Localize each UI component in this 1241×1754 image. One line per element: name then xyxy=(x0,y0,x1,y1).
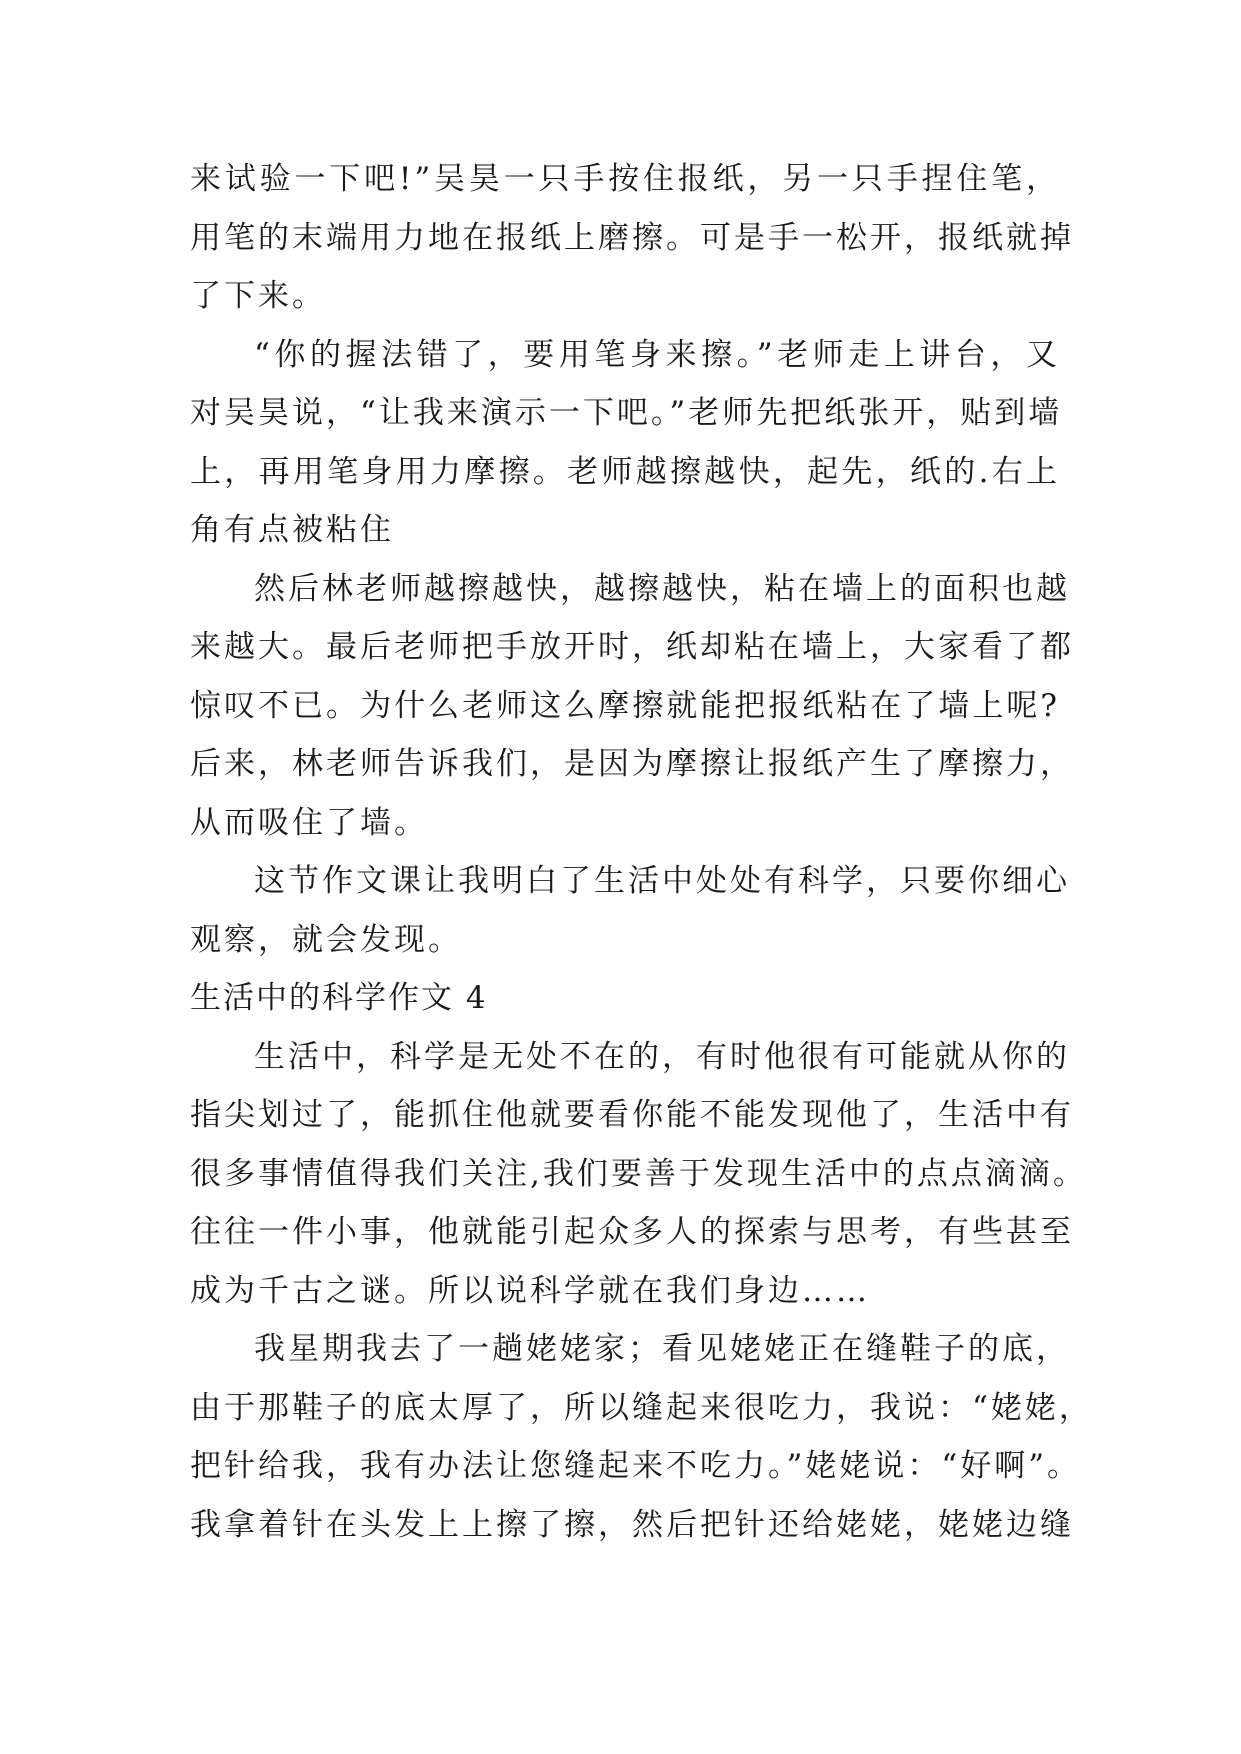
text-line: 这节作文课让我明白了生活中处处有科学，只要你细心 xyxy=(254,863,1070,899)
text-line: 上，再用笔身用力摩擦。老师越擦越快，起先，纸的.右上 xyxy=(190,453,1060,490)
text-line: “你的握法错了，要用笔身来擦。”老师走上讲台，又 xyxy=(254,336,1060,373)
paragraph xyxy=(190,150,1074,326)
text-line: 由于那鞋子的底太厚了，所以缝起来很吃力，我说：“姥姥， xyxy=(190,1389,1093,1426)
text-line: 了下来。 xyxy=(190,278,326,314)
paragraph xyxy=(190,852,1070,969)
text-line: 用笔的末端用力地在报纸上磨擦。可是手一松开，报纸就掉 xyxy=(190,219,1074,256)
text-line: 后来，林老师告诉我们，是因为摩擦让报纸产生了摩擦力， xyxy=(190,746,1074,782)
text-line: 观察，就会发现。 xyxy=(190,921,462,958)
text-line: 往往一件小事，他就能引起众多人的探索与思考，有些甚至 xyxy=(190,1214,1074,1250)
document-page xyxy=(190,150,1093,1554)
text-line: 角有点被粘住 xyxy=(190,512,394,548)
paragraph xyxy=(190,326,1063,560)
paragraph xyxy=(190,1028,1087,1321)
section-heading: 生活中的科学作文 4 xyxy=(190,980,488,1016)
text-line: 生活中，科学是无处不在的，有时他很有可能就从你的 xyxy=(254,1038,1070,1075)
text-line: 惊叹不已。为什么老师这么摩擦就能把报纸粘在了墙上呢? xyxy=(190,687,1060,724)
text-line: 成为千古之谜。所以说科学就在我们身边…… xyxy=(190,1272,870,1309)
text-line: 来试验一下吧!”吴昊一只手按住报纸，另一只手捏住笔， xyxy=(190,161,1060,197)
text-line: 从而吸住了墙。 xyxy=(190,804,428,841)
paragraph xyxy=(190,1320,1093,1554)
text-line: 对吴昊说，“让我来演示一下吧。”老师先把纸张开，贴到墙 xyxy=(190,395,1063,431)
text-line: 来越大。最后老师把手放开时，纸却粘在墙上，大家看了都 xyxy=(190,629,1074,665)
text-line: 我星期我去了一趟姥姥家；看见姥姥正在缝鞋子的底， xyxy=(254,1331,1070,1367)
text-line: 我拿着针在头发上上擦了擦，然后把针还给姥姥，姥姥边缝 xyxy=(190,1506,1074,1543)
paragraph xyxy=(190,560,1074,853)
text-line: 把针给我，我有办法让您缝起来不吃力。”姥姥说：“好啊”。 xyxy=(190,1448,1082,1484)
text-line: 然后林老师越擦越快，越擦越快，粘在墙上的面积也越 xyxy=(254,570,1070,607)
text-line: 很多事情值得我们关注,我们要善于发现生活中的点点滴滴。 xyxy=(190,1155,1087,1192)
text-line: 指尖划过了，能抓住他就要看你能不能发现他了，生活中有 xyxy=(190,1097,1074,1133)
